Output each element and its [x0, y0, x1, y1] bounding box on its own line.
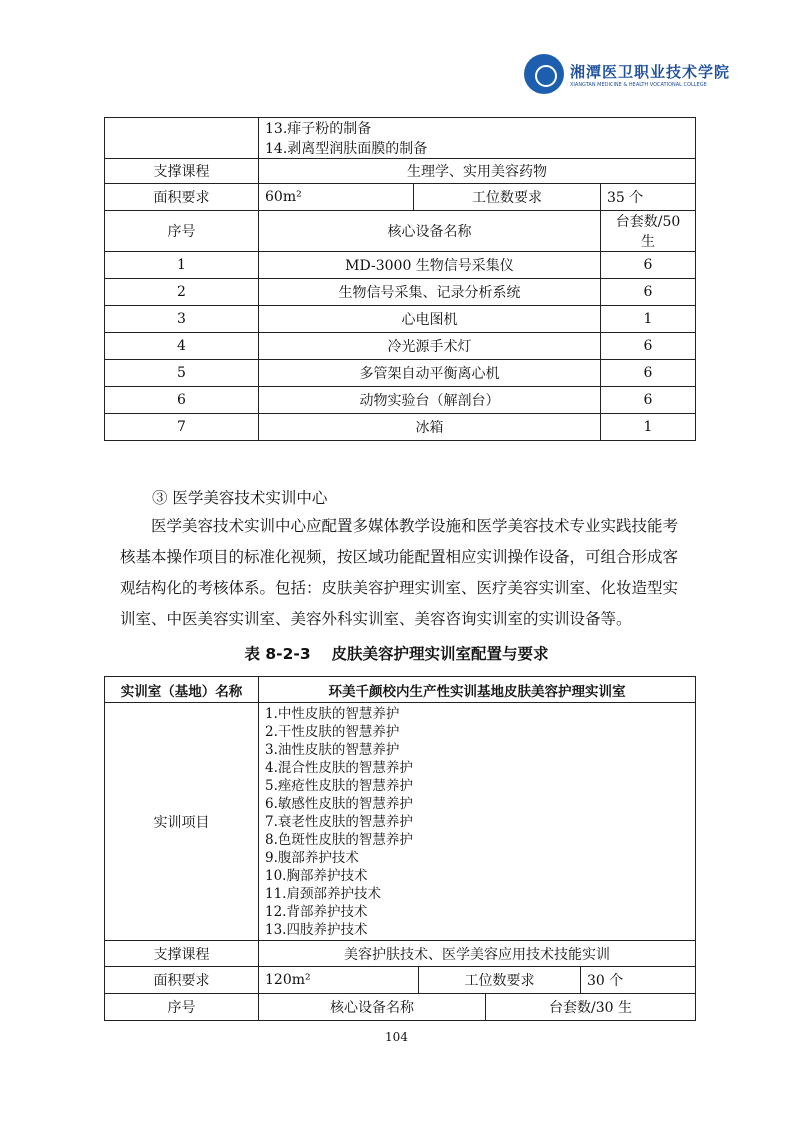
- project-item: 3.油性皮肤的智慧养护: [265, 741, 400, 758]
- row-equipment: 心电图机: [259, 306, 601, 333]
- table-row: [105, 360, 696, 387]
- row-equipment: 生物信号采集、记录分析系统: [259, 279, 601, 306]
- name-label: 实训室（基地）名称: [105, 677, 259, 703]
- area-value: 120m²: [259, 967, 419, 994]
- course-label: 支撑课程: [105, 941, 259, 967]
- project-item: 10.胸部养护技术: [265, 867, 368, 884]
- section-body: 医学美容技术实训中心应配置多媒体教学设施和医学美容技术专业实践技能考核基本操作项目的标准化视频，按区域功能配置相应实训操作设备，可组合形成客观结构化的考核体系。包括：皮肤美容护理实训室、医疗美容实训室、化妆造型实训室、中医美容实训室、美容外科实训室、美容咨询实训室的实训设备等。: [120, 517, 679, 628]
- row-equipment: 多管架自动平衡离心机: [259, 360, 601, 387]
- equipment-table-2: [104, 676, 696, 1021]
- project-item: 8.色斑性皮肤的智慧养护: [265, 831, 413, 848]
- row-no: 1: [105, 252, 259, 279]
- station-value: 30 个: [581, 967, 696, 994]
- equipment-table-1: [104, 117, 696, 441]
- course-label: 支撑课程: [105, 159, 259, 184]
- area-label: 面积要求: [105, 184, 259, 211]
- row-equipment: 动物实验台（解剖台）: [259, 387, 601, 414]
- page-number: 104: [385, 1030, 408, 1044]
- project-item: 11.肩颈部养护技术: [265, 885, 381, 902]
- station-value: 35 个: [601, 184, 696, 211]
- row-no: 7: [105, 414, 259, 441]
- college-logo: [524, 54, 730, 94]
- table-row: [105, 279, 696, 306]
- project-item: 5.痤疮性皮肤的智慧养护: [265, 777, 413, 794]
- col-name: 核心设备名称: [259, 994, 486, 1021]
- section-heading: ③ 医学美容技术实训中心: [152, 489, 328, 507]
- project-items: [259, 703, 696, 941]
- project-items: 13.痱子粉的制备 14.剥离型润肤面膜的制备: [259, 118, 696, 159]
- project-item: 12.背部养护技术: [265, 903, 368, 920]
- row-no: 5: [105, 360, 259, 387]
- row-no: 4: [105, 333, 259, 360]
- project-item: 9.腹部养护技术: [265, 849, 359, 866]
- course-value: 美容护肤技术、医学美容应用技术技能实训: [259, 941, 696, 967]
- table-row: [105, 387, 696, 414]
- project-item: 13.四肢养护技术: [265, 921, 368, 938]
- table-title: 表 8-2-3 皮肤美容护理实训室配置与要求: [244, 645, 549, 663]
- name-value: 环美千颜校内生产性实训基地皮肤美容护理实训室: [259, 677, 696, 703]
- col-no: 序号: [105, 994, 259, 1021]
- project-item: 2.干性皮肤的智慧养护: [265, 723, 400, 740]
- logo-en: XIANGTAN MEDICINE & HEALTH VOCATIONAL COLLEGE: [570, 81, 707, 88]
- area-value: 60m²: [259, 184, 414, 211]
- row-qty: 6: [601, 279, 696, 306]
- project-item: 6.敏感性皮肤的智慧养护: [265, 795, 413, 812]
- row-equipment: MD-3000 生物信号采集仪: [259, 252, 601, 279]
- table-row: [105, 414, 696, 441]
- project-label: 实训项目: [105, 703, 259, 941]
- project-item: 1.中性皮肤的智慧养护: [265, 705, 400, 722]
- row-no: 3: [105, 306, 259, 333]
- col-qty: 台套数/50 生: [601, 211, 696, 252]
- row-no: 6: [105, 387, 259, 414]
- row-qty: 6: [601, 387, 696, 414]
- row-equipment: 冰箱: [259, 414, 601, 441]
- col-qty: 台套数/30 生: [486, 994, 696, 1021]
- table-row: [105, 333, 696, 360]
- station-label: 工位数要求: [414, 184, 601, 211]
- col-no: 序号: [105, 211, 259, 252]
- station-label: 工位数要求: [419, 967, 581, 994]
- row-no: 2: [105, 279, 259, 306]
- row-qty: 6: [601, 360, 696, 387]
- area-label: 面积要求: [105, 967, 259, 994]
- logo-cn: 湘潭医卫职业技术学院: [570, 62, 731, 81]
- table-row: [105, 252, 696, 279]
- row-qty: 1: [601, 306, 696, 333]
- course-value: 生理学、实用美容药物: [259, 159, 696, 184]
- col-name: 核心设备名称: [259, 211, 601, 252]
- row-qty: 1: [601, 414, 696, 441]
- project-item: 7.衰老性皮肤的智慧养护: [265, 813, 413, 830]
- row-equipment: 冷光源手术灯: [259, 333, 601, 360]
- row-qty: 6: [601, 333, 696, 360]
- college-seal-icon: [524, 54, 564, 94]
- row-qty: 6: [601, 252, 696, 279]
- table-row: [105, 306, 696, 333]
- project-item: 4.混合性皮肤的智慧养护: [265, 759, 413, 776]
